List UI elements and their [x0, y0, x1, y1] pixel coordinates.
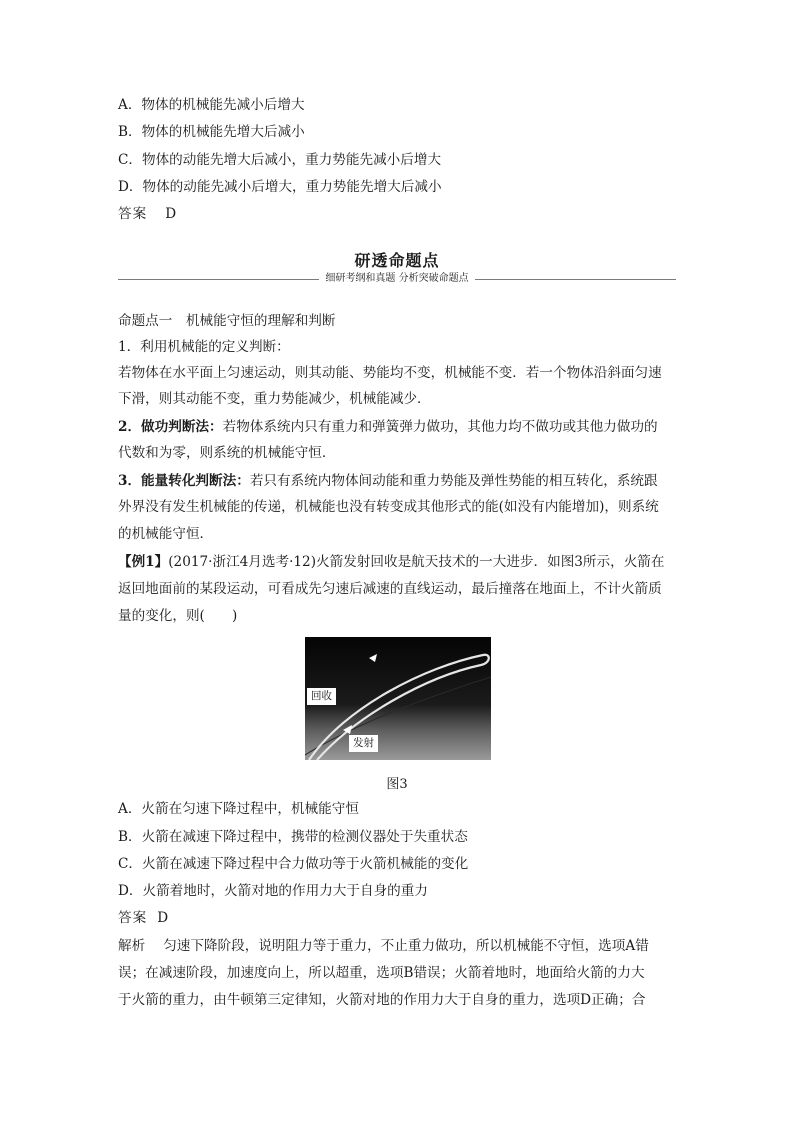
method-2-body-line-1: 若物体系统内只有重力和弹簧弹力做功，其他力均不做功或其他力做功的	[222, 419, 658, 435]
label-launch: 发射	[349, 735, 378, 752]
method-3-body-line-1: 若只有系统内物体间动能和重力势能及弹性势能的相互转化，系统跟	[249, 473, 658, 489]
method-1-body-line-2: 下滑，则其动能不变，重力势能减少，机械能减少．	[118, 391, 431, 407]
analysis-line-2: 误；在减速阶段，加速度向上，所以超重，选项B错误；火箭着地时，地面给火箭的力大	[118, 965, 645, 981]
analysis-text-1: 匀速下降阶段，说明阻力等于重力，不止重力做功，所以机械能不守恒，选项A错	[163, 938, 649, 954]
method-1-body-line-1: 若物体在水平面上匀速运动，则其动能、势能均不变，机械能不变．若一个物体沿斜面匀速	[118, 365, 662, 381]
option-a: A．火箭在匀速下降过程中，机械能守恒	[118, 801, 359, 817]
method-1-title: 1．利用机械能的定义判断：	[118, 339, 290, 355]
point-heading: 命题点一 机械能守恒的理解和判断	[118, 313, 336, 329]
rocket-trajectory-figure	[305, 637, 491, 760]
example-tag: 【例1】	[118, 554, 169, 570]
option-b: B．火箭在减速下降过程中，携带的检测仪器处于失重状态	[118, 829, 468, 845]
section-title: 研透命题点	[354, 251, 440, 270]
figure-caption: 图3	[386, 777, 408, 792]
analysis-line-1	[118, 937, 649, 955]
method-3	[118, 472, 658, 490]
prev-answer-value: D	[165, 206, 177, 222]
option-d: D．火箭着地时，火箭对地的作用力大于自身的重力	[118, 883, 428, 899]
answer-label: 答案	[118, 910, 148, 926]
option-c: C．火箭在减速下降过程中合力做功等于火箭机械能的变化	[118, 856, 469, 872]
method-2-body-line-2: 代数和为零，则系统的机械能守恒．	[118, 445, 336, 461]
answer-value: D	[157, 910, 169, 926]
method-3-body-line-3: 的机械能守恒．	[118, 526, 214, 542]
analysis-line-3: 于火箭的重力，由牛顿第三定律知，火箭对地的作用力大于自身的重力，选项D正确；合	[118, 992, 646, 1008]
prev-option-c: C．物体的动能先增大后减小，重力势能先减小后增大	[118, 152, 442, 168]
method-3-title: 3．能量转化判断法：	[118, 473, 250, 489]
example-text-1: (2017·浙江4月选考·12)火箭发射回收是航天技术的一大进步．如图3所示，火箭在	[168, 554, 665, 570]
method-2	[118, 418, 658, 436]
prev-option-a: A．物体的机械能先减小后增大	[118, 97, 305, 113]
prev-answer-label: 答案	[118, 206, 148, 222]
method-2-title: 2．做功判断法：	[118, 419, 223, 435]
prev-option-d: D．物体的动能先减小后增大，重力势能先增大后减小	[118, 179, 442, 195]
example-line-1	[118, 553, 665, 571]
example-line-2: 返回地面前的某段运动，可看成先匀速后减速的直线运动，最后撞落在地面上，不计火箭质	[118, 581, 662, 597]
method-3-body-line-2: 外界没有发生机械能的传递，机械能也没有转变成其他形式的能(如没有内能增加)，则系统	[118, 499, 659, 515]
analysis-label: 解析	[118, 938, 146, 954]
prev-answer	[118, 205, 176, 223]
prev-option-b: B．物体的机械能先增大后减小	[118, 124, 305, 140]
example-line-3: 量的变化，则( )	[118, 608, 238, 624]
answer	[118, 909, 168, 927]
label-recover: 回收	[307, 688, 336, 705]
section-subtitle: 细研考纲和真题 分析突破命题点	[0, 272, 794, 286]
